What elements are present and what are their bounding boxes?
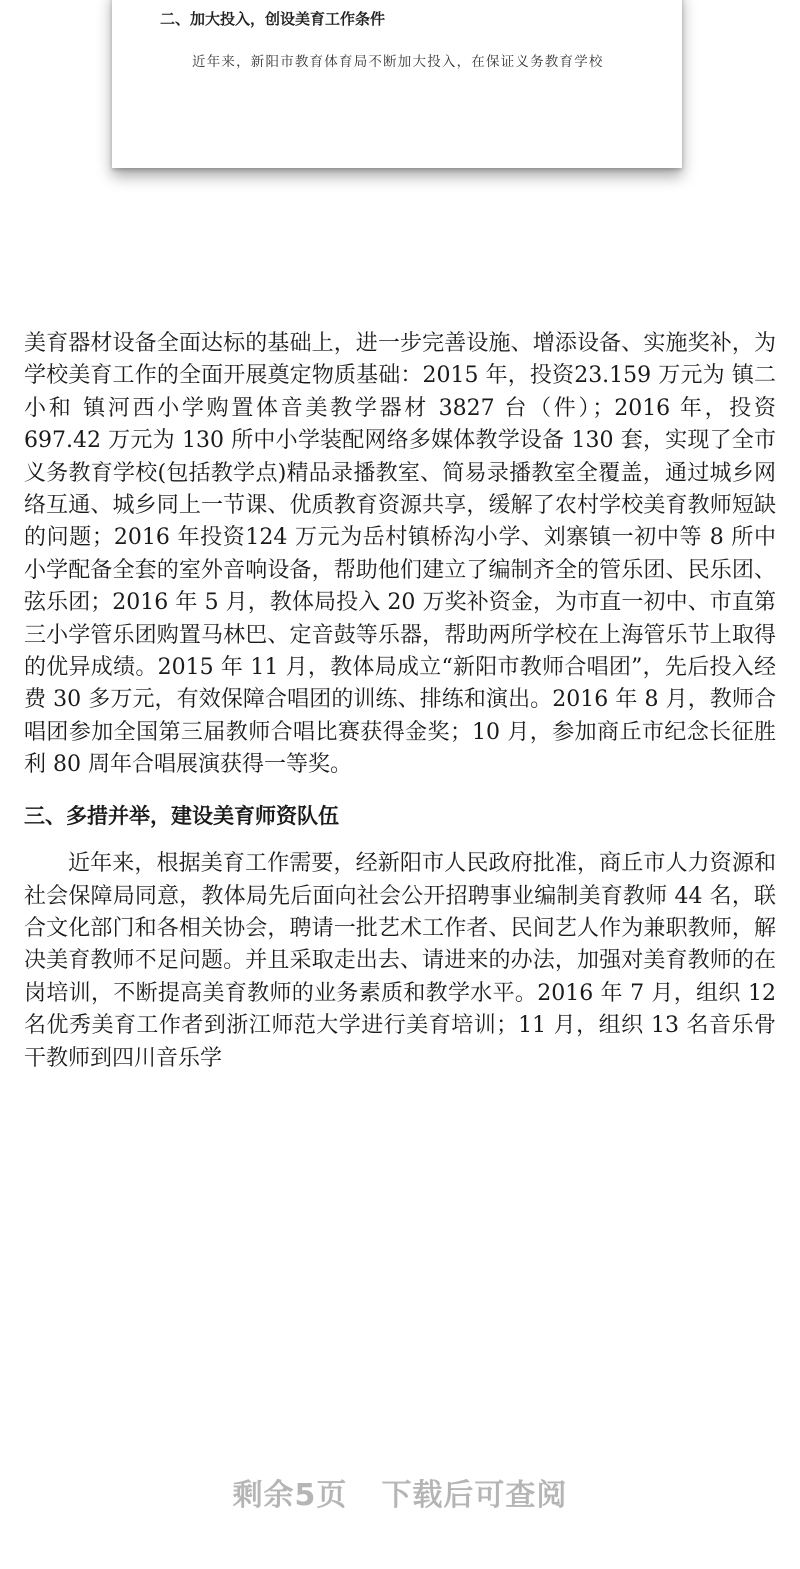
paragraph-investment: 美育器材设备全面达标的基础上，进一步完善设施、增添设备、实施奖补，为学校美育工作的全面开展奠定物质基础：2015 年，投资23.159 万元为 镇二小和 镇河西小学购置体音美教学器材 3827 台（件）；2016 年，投资 697.42 万元为 130 所中小学装配网络多媒体教学设备 130 套，实现了全市义务教育学校(包括教学点)精品录播教室、简易录播教室全覆盖，通过城乡网络互通、城乡同上一节课、优质教育资源共享，缓解了农村学校美育教师短缺的问题；2016 年投资124 万元为岳村镇桥沟小学、刘寨镇一初中等 8 所中小学配备全套的室外音响设备，帮助他们建立了编制齐全的管乐团、民乐团、弦乐团；2016 年 5 月，教体局投入 20 万奖补资金，为市直一初中、市直第三小学管乐团购置马林巴、定音鼓等乐器，帮助两所学校在上海管乐节上取得的优异成绩。2015 年 11 月，教体局成立“新阳市教师合唱团”，先后投入经费 30 多万元，有效保障合唱团的训练、排练和演出。2016 年 8 月，教师合唱团参加全国第三届教师合唱比赛获得金奖；10 月，参加商丘市纪念长征胜利 80 周年合唱展演获得一等奖。 [24,331,776,778]
preview-paragraph: 近年来，新阳市教育体育局不断加大投入，在保证义务教育学校 [192,54,604,70]
section-heading-teachers: 三、多措并举，建设美育师资队伍 [24,803,339,828]
paragraph-teachers: 近年来，根据美育工作需要，经新阳市人民政府批准，商丘市人力资源和社会保障局同意，教体局先后面向社会公开招聘事业编制美育教师 44 名，联合文化部门和各相关协会，聘请一批艺术工作者、民间艺人作为兼职教师，解决美育教师不足问题。并且采取走出去、请进来的办法，加强对美育教师的在岗培训，不断提高美育教师的业务素质和教学水平。2016 年 7 月，组织 12 名优秀美育工作者到浙江师范大学进行美育培训；11 月，组织 13 名音乐骨干教师到四川音乐学 [24,851,776,1071]
download-prompt[interactable] [0,1470,800,1514]
download-hint-label: 下载后可查阅 [381,1478,568,1513]
page-preview-card [112,0,682,168]
preview-section-heading: 二、加大投入，创设美育工作条件 [160,10,386,28]
remaining-pages-label: 剩余5页 [232,1478,348,1513]
document-body [24,328,776,1075]
